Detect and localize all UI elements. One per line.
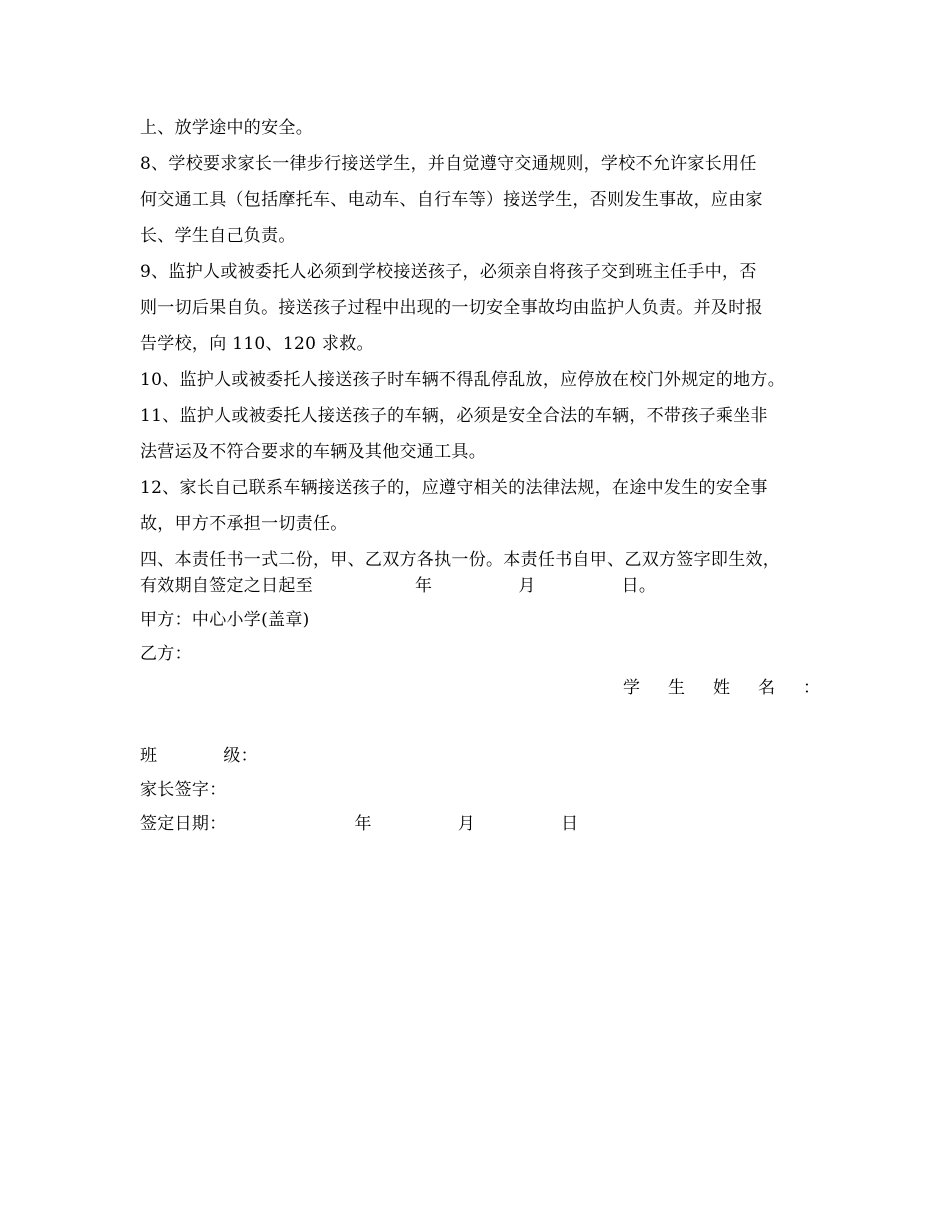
text-line: 则一切后果自负。接送孩子过程中出现的一切安全事故均由监护人负责。并及时报 <box>140 298 763 318</box>
student-name-label: 学 生 姓 名 ： <box>623 678 820 698</box>
text-line: 何交通工具（包括摩托车、电动车、自行车等）接送学生，否则发生事故，应由家 <box>140 190 763 210</box>
text-line: 11、监护人或被委托人接送孩子的车辆，必须是安全合法的车辆，不带孩子乘坐非 <box>140 406 768 426</box>
validity-day: 日。 <box>621 576 657 596</box>
sign-date-line <box>140 809 830 839</box>
party-b: 乙方： <box>140 644 192 664</box>
text-line: 四、本责任书一式二份，甲、乙双方各执一份。本责任书自甲、乙双方签字即生效， <box>140 550 781 570</box>
validity-year: 年 <box>415 576 433 596</box>
parent-signature-label: 家长签字： <box>140 780 227 800</box>
sign-date-year: 年 <box>354 814 372 834</box>
class-label: 班 级： <box>140 746 258 766</box>
sign-date-label: 签定日期： <box>140 814 227 834</box>
text-line: 告学校，向 110、120 求救。 <box>140 334 374 354</box>
text-line: 8、学校要求家长一律步行接送学生，并自觉遵守交通规则，学校不允许家长用任 <box>140 154 757 174</box>
text-line: 长、学生自己负责。 <box>140 226 296 246</box>
text-line: 法营运及不符合要求的车辆及其他交通工具。 <box>140 442 486 462</box>
text-line: 9、监护人或被委托人必须到学校接送孩子，必须亲自将孩子交到班主任手中，否 <box>140 262 757 282</box>
text-line: 故，甲方不承担一切责任。 <box>140 514 348 534</box>
validity-line <box>140 571 830 601</box>
sign-date-month: 月 <box>457 814 476 834</box>
validity-month: 月 <box>518 576 536 596</box>
validity-prefix: 有效期自签定之日起至 <box>140 576 313 596</box>
text-line: 12、家长自己联系车辆接送孩子的，应遵守相关的法律法规，在途中发生的安全事 <box>140 478 768 498</box>
sign-date-day: 日 <box>561 814 579 834</box>
text-line: 10、监护人或被委托人接送孩子时车辆不得乱停乱放，应停放在校门外规定的地方。 <box>140 370 786 390</box>
party-a: 甲方：中心小学(盖章) <box>140 610 310 630</box>
text-line: 上、放学途中的安全。 <box>140 118 313 138</box>
